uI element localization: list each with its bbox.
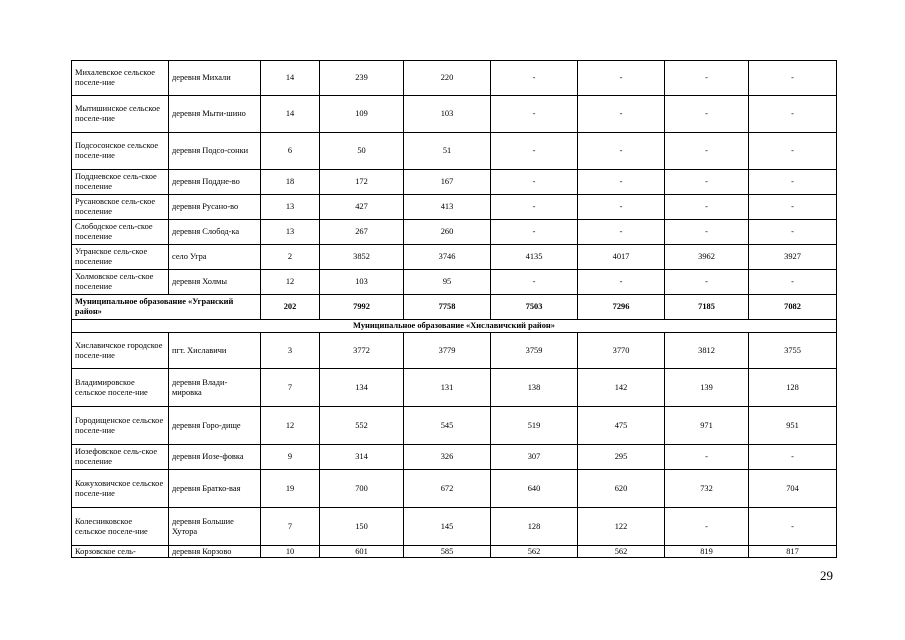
table-cell: 3927 (749, 245, 837, 270)
administrative-center: село Угра (169, 245, 261, 270)
table-cell: 562 (491, 546, 578, 558)
table-cell: 3812 (665, 333, 749, 369)
table-cell: 3 (261, 333, 320, 369)
table-row (72, 245, 837, 270)
administrative-center: деревня Михали (169, 61, 261, 96)
table-cell: 220 (404, 61, 491, 96)
table-cell: 2 (261, 245, 320, 270)
table-cell: 817 (749, 546, 837, 558)
table-cell: - (749, 508, 837, 546)
table-cell: 971 (665, 407, 749, 445)
table-cell: 150 (320, 508, 404, 546)
table-cell: 3962 (665, 245, 749, 270)
settlement-name: Русановское сель-ское поселение (72, 195, 169, 220)
table-cell: 3746 (404, 245, 491, 270)
administrative-center: деревня Русано-во (169, 195, 261, 220)
table-cell: 10 (261, 546, 320, 558)
total-label: Муниципальное образование «Угранский район» (72, 295, 261, 320)
total-row (72, 295, 837, 320)
table-cell: 620 (578, 470, 665, 508)
total-value: 7082 (749, 295, 837, 320)
administrative-center: деревня Иозе-фовка (169, 445, 261, 470)
table-row (72, 170, 837, 195)
table-cell: - (665, 96, 749, 133)
administrative-center: деревня Подсо-сонки (169, 133, 261, 170)
table-cell: - (491, 270, 578, 295)
table-cell: 700 (320, 470, 404, 508)
total-value: 7185 (665, 295, 749, 320)
table-cell: 4135 (491, 245, 578, 270)
table-cell: 427 (320, 195, 404, 220)
total-value: 7758 (404, 295, 491, 320)
table-cell: 12 (261, 407, 320, 445)
table-cell: 3772 (320, 333, 404, 369)
table-row (72, 546, 837, 558)
data-table (71, 60, 837, 558)
table-cell: 552 (320, 407, 404, 445)
table-cell: 239 (320, 61, 404, 96)
table-cell: - (491, 96, 578, 133)
settlement-name: Михалевское сельское поселе-ние (72, 61, 169, 96)
table-cell: 295 (578, 445, 665, 470)
table-cell: 640 (491, 470, 578, 508)
total-value: 7503 (491, 295, 578, 320)
table-cell: - (749, 170, 837, 195)
table-cell: 704 (749, 470, 837, 508)
table-cell: 314 (320, 445, 404, 470)
administrative-center: деревня Горо-дище (169, 407, 261, 445)
table-row (72, 195, 837, 220)
total-value: 7296 (578, 295, 665, 320)
settlement-name: Слободское сель-ское поселение (72, 220, 169, 245)
table-cell: 3852 (320, 245, 404, 270)
table-cell: - (665, 195, 749, 220)
table-cell: - (578, 61, 665, 96)
table-cell: 14 (261, 61, 320, 96)
settlement-name: Холмовское сель-ское поселение (72, 270, 169, 295)
settlement-name: Угранское сель-ское поселение (72, 245, 169, 270)
table-cell: 732 (665, 470, 749, 508)
table-cell: - (749, 445, 837, 470)
table-cell: - (749, 270, 837, 295)
administrative-center: деревня Большие Хутора (169, 508, 261, 546)
table-cell: - (665, 508, 749, 546)
table-cell: - (665, 61, 749, 96)
table-cell: - (665, 220, 749, 245)
table-cell: 545 (404, 407, 491, 445)
table-cell: - (665, 133, 749, 170)
table-cell: 3770 (578, 333, 665, 369)
table-cell: - (491, 170, 578, 195)
table-row (72, 61, 837, 96)
table-cell: 6 (261, 133, 320, 170)
table-cell: - (491, 133, 578, 170)
table-cell: 128 (491, 508, 578, 546)
table-cell: - (578, 220, 665, 245)
table-cell: 672 (404, 470, 491, 508)
table-cell: 128 (749, 369, 837, 407)
table-cell: - (749, 133, 837, 170)
table-cell: 3755 (749, 333, 837, 369)
table-cell: - (665, 445, 749, 470)
table-cell: 519 (491, 407, 578, 445)
table-cell: - (491, 61, 578, 96)
administrative-center: деревня Поддне-во (169, 170, 261, 195)
table-cell: 260 (404, 220, 491, 245)
table-cell: 7 (261, 508, 320, 546)
total-value: 7992 (320, 295, 404, 320)
table-cell: 413 (404, 195, 491, 220)
table-cell: 4017 (578, 245, 665, 270)
table-cell: - (491, 220, 578, 245)
table-cell: 326 (404, 445, 491, 470)
table-cell: - (491, 195, 578, 220)
administrative-center: деревня Братко-вая (169, 470, 261, 508)
table-cell: 13 (261, 195, 320, 220)
page-number: 29 (820, 568, 833, 583)
settlement-name: Корзовское сель- (72, 546, 169, 558)
administrative-center: деревня Влади-мировка (169, 369, 261, 407)
administrative-center: пгт. Хиславичи (169, 333, 261, 369)
table-cell: - (578, 270, 665, 295)
table-cell: 103 (320, 270, 404, 295)
settlement-name: Подсосонское сельское поселе-ние (72, 133, 169, 170)
table-cell: - (665, 170, 749, 195)
table-cell: 9 (261, 445, 320, 470)
table-cell: 18 (261, 170, 320, 195)
table-row (72, 407, 837, 445)
table-cell: 167 (404, 170, 491, 195)
table-cell: 3779 (404, 333, 491, 369)
table-row (72, 133, 837, 170)
settlement-name: Поддневское сель-ское поселение (72, 170, 169, 195)
table-row (72, 470, 837, 508)
table-cell: 50 (320, 133, 404, 170)
section-header-row (72, 320, 837, 333)
table-cell: 51 (404, 133, 491, 170)
table-cell: 951 (749, 407, 837, 445)
settlement-name: Владимировское сельское поселе-ние (72, 369, 169, 407)
settlement-name: Кожуховичское сельское поселе-ние (72, 470, 169, 508)
table-cell: 19 (261, 470, 320, 508)
administrative-center: деревня Мыти-шино (169, 96, 261, 133)
table-cell: 819 (665, 546, 749, 558)
table-row (72, 333, 837, 369)
table-cell: 145 (404, 508, 491, 546)
administrative-center: деревня Слобод-ка (169, 220, 261, 245)
table-cell: - (749, 195, 837, 220)
table-row (72, 220, 837, 245)
table-cell: 131 (404, 369, 491, 407)
table-cell: 14 (261, 96, 320, 133)
total-value: 202 (261, 295, 320, 320)
table-cell: 95 (404, 270, 491, 295)
table-cell: 585 (404, 546, 491, 558)
table-cell: - (665, 270, 749, 295)
settlement-name: Колесниковское сельское поселе-ние (72, 508, 169, 546)
table-cell: 7 (261, 369, 320, 407)
table-cell: 122 (578, 508, 665, 546)
administrative-center: деревня Корзово (169, 546, 261, 558)
table-cell: 12 (261, 270, 320, 295)
table-cell: 3759 (491, 333, 578, 369)
table-cell: 475 (578, 407, 665, 445)
settlement-name: Хиславичское городское поселе-ние (72, 333, 169, 369)
table-cell: 172 (320, 170, 404, 195)
table-cell: 139 (665, 369, 749, 407)
table-row (72, 96, 837, 133)
table-cell: 103 (404, 96, 491, 133)
administrative-center: деревня Холмы (169, 270, 261, 295)
table-cell: - (749, 220, 837, 245)
table-cell: 267 (320, 220, 404, 245)
table-cell: - (578, 195, 665, 220)
table-cell: - (749, 96, 837, 133)
table-cell: 142 (578, 369, 665, 407)
table-row (72, 508, 837, 546)
table-row (72, 445, 837, 470)
table-cell: - (749, 61, 837, 96)
table-row (72, 270, 837, 295)
table-cell: 109 (320, 96, 404, 133)
table-cell: - (578, 170, 665, 195)
settlement-name: Мытишинское сельское поселе-ние (72, 96, 169, 133)
table-cell: 134 (320, 369, 404, 407)
settlement-name: Иозефовское сель-ское поселение (72, 445, 169, 470)
table-cell: 13 (261, 220, 320, 245)
table-cell: 138 (491, 369, 578, 407)
section-title: Муниципальное образование «Хиславичский район» (72, 320, 837, 333)
table-row (72, 369, 837, 407)
table-cell: 562 (578, 546, 665, 558)
table-cell: - (578, 96, 665, 133)
table-cell: 601 (320, 546, 404, 558)
table-cell: 307 (491, 445, 578, 470)
table-cell: - (578, 133, 665, 170)
settlement-name: Городищенское сельское поселе-ние (72, 407, 169, 445)
